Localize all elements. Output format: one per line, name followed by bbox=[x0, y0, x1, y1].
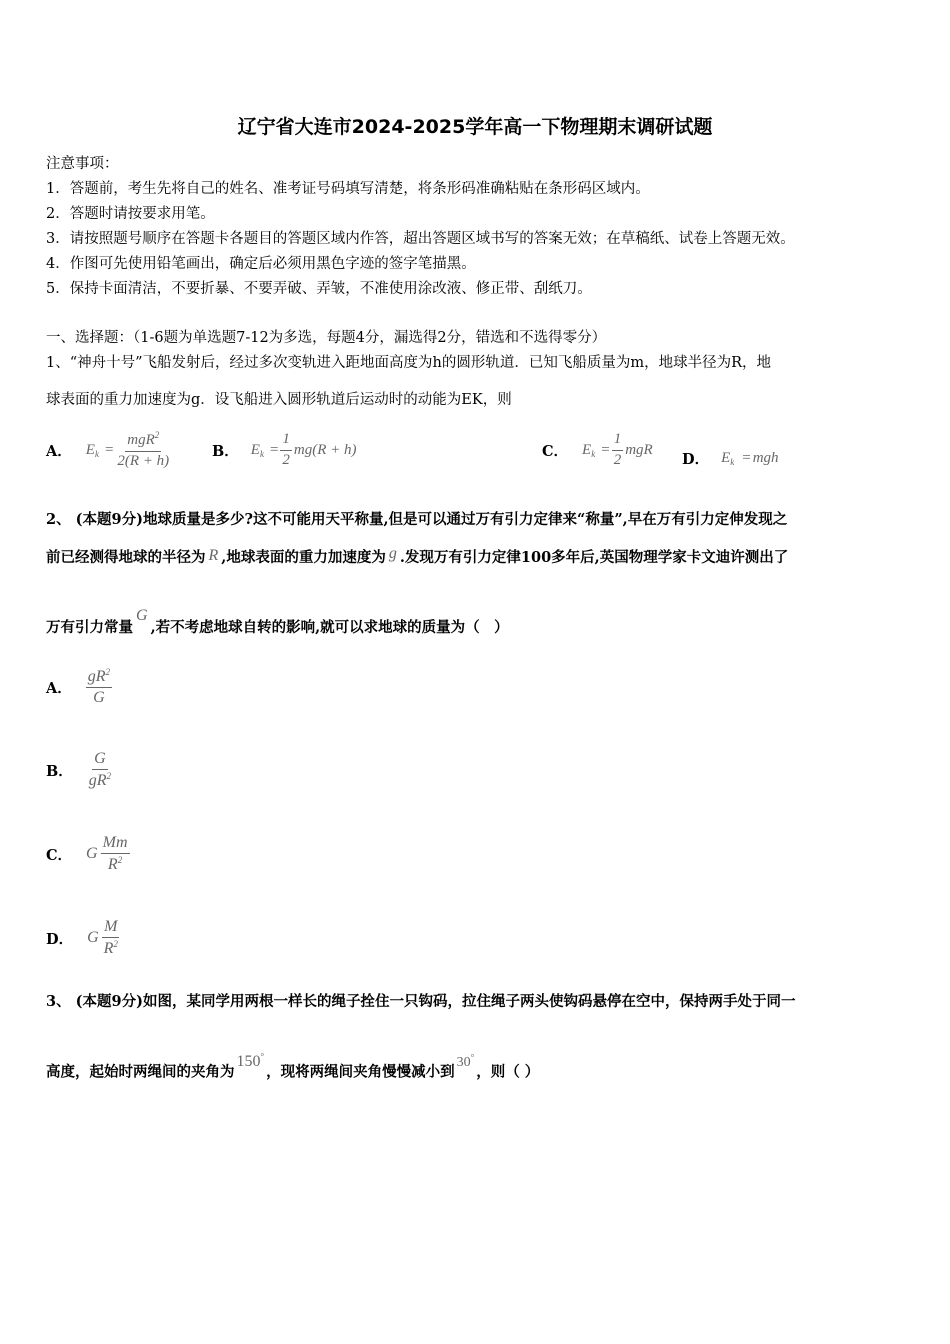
q2-option-c[interactable] bbox=[46, 823, 130, 885]
q1-option-c[interactable] bbox=[542, 426, 653, 474]
notice-item: 2．答题时请按要求用笔。 bbox=[46, 206, 215, 222]
formula-rest: mg(R + h) bbox=[293, 441, 357, 458]
q1-line2: 球表面的重力加速度为g．设飞船进入圆形轨道后运动时的动能为EK，则 bbox=[46, 392, 512, 408]
formula-lhs: $E_k$ bbox=[85, 441, 99, 459]
equals-sign: = bbox=[601, 441, 610, 458]
formula-lhs: $E_k$ bbox=[721, 449, 735, 467]
angle-start: 150° bbox=[236, 1052, 265, 1071]
fraction: $\frac{mgR^2}{2(R + h)}$ bbox=[117, 430, 170, 469]
fraction: $\frac{1}{2}$ bbox=[613, 431, 622, 468]
notice-heading: 注意事项： bbox=[46, 156, 119, 172]
option-label: A． bbox=[46, 442, 72, 460]
section-heading: 一、选择题：（1-6题为单选题7-12为多选，每题4分，漏选得2分，错选和不选得零分） bbox=[46, 330, 607, 346]
option-label: C． bbox=[542, 442, 569, 460]
formula-rest: mgR bbox=[625, 441, 653, 458]
q2-line1: 2、 (本题9分)地球质量是多少?这不可能用天平称量,但是可以通过万有引力定律来“称量”,早在万有引力定伸发现之 bbox=[46, 511, 788, 528]
q2-option-d[interactable] bbox=[46, 907, 120, 969]
fraction: $\frac{gR^2}{G}$ bbox=[87, 666, 111, 706]
notice-item: 3．请按照题号顺序在答题卡各题目的答题区域内作答，超出答题区域书写的答案无效；在草稿纸、试卷上答题无效。 bbox=[46, 231, 795, 247]
q1-line1: 1、“神舟十号”飞船发射后，经过多次变轨进入距地面高度为h的圆形轨道．已知飞船质量为m，地球半径为R，地 bbox=[46, 355, 772, 371]
symbol-g-const: G bbox=[87, 929, 99, 946]
fraction: $\frac{Mm}{R^2}$ bbox=[102, 833, 128, 873]
q3-line2: 高度，起始时两绳间的夹角为150°，现将两绳间夹角慢慢减小到30°，则（ ） bbox=[46, 1052, 540, 1081]
option-label: D． bbox=[46, 930, 74, 948]
option-label: C． bbox=[46, 846, 73, 864]
q2-line3: 万有引力常量G,若不考虑地球自转的影响,就可以求地球的质量为（ ） bbox=[46, 607, 509, 636]
fraction: $\frac{1}{2}$ bbox=[282, 431, 290, 468]
equals-sign: = bbox=[742, 449, 751, 466]
option-label: B． bbox=[46, 762, 73, 780]
option-label: A． bbox=[46, 679, 72, 697]
angle-end: 30° bbox=[456, 1052, 475, 1071]
notice-item: 5．保持卡面清洁，不要折暴、不要弄破、弄皱，不准使用涂改液、修正带、刮纸刀。 bbox=[46, 281, 592, 297]
formula-lhs: $E_k$ bbox=[582, 441, 596, 459]
formula-rest: mgh bbox=[752, 449, 779, 466]
q1-option-d[interactable] bbox=[682, 434, 779, 482]
q2-line2: 前已经测得地球的半径为 R ,地球表面的重力加速度为 g .发现万有引力定律100多年后,英国物理学家卡文迪许测出了 bbox=[46, 545, 789, 566]
option-label: D． bbox=[682, 450, 710, 468]
q1-option-b[interactable] bbox=[212, 426, 357, 474]
fraction: $\frac{G}{gR^2}$ bbox=[88, 749, 112, 789]
fraction: $\frac{M}{R^2}$ bbox=[103, 917, 118, 957]
option-label: B． bbox=[212, 442, 239, 460]
equals-sign: = bbox=[269, 441, 279, 458]
formula-lhs: $E_k$ bbox=[250, 441, 264, 459]
q2-option-b[interactable] bbox=[46, 739, 113, 801]
symbol-r: R bbox=[208, 547, 219, 564]
symbol-g-const: G bbox=[86, 845, 98, 862]
q1-option-a[interactable] bbox=[46, 426, 171, 474]
notice-item: 1．答题前，考生先将自己的姓名、准考证号码填写清楚，将条形码准确粘贴在条形码区域内。 bbox=[46, 181, 650, 197]
symbol-g: g bbox=[388, 545, 397, 562]
page-title: 辽宁省大连市2024-2025学年高一下物理期末调研试题 bbox=[237, 116, 713, 138]
symbol-g-const: G bbox=[136, 607, 148, 624]
q2-option-a[interactable] bbox=[46, 656, 112, 718]
notice-item: 4．作图可先使用铅笔画出，确定后必须用黑色字迹的签字笔描黑。 bbox=[46, 256, 476, 272]
q3-line1: 3、 (本题9分)如图，某同学用两根一样长的绳子拴住一只钩码，拉住绳子两头使钩码悬停在空中，保持两手处于同一 bbox=[46, 993, 796, 1010]
equals-sign: = bbox=[104, 441, 114, 458]
